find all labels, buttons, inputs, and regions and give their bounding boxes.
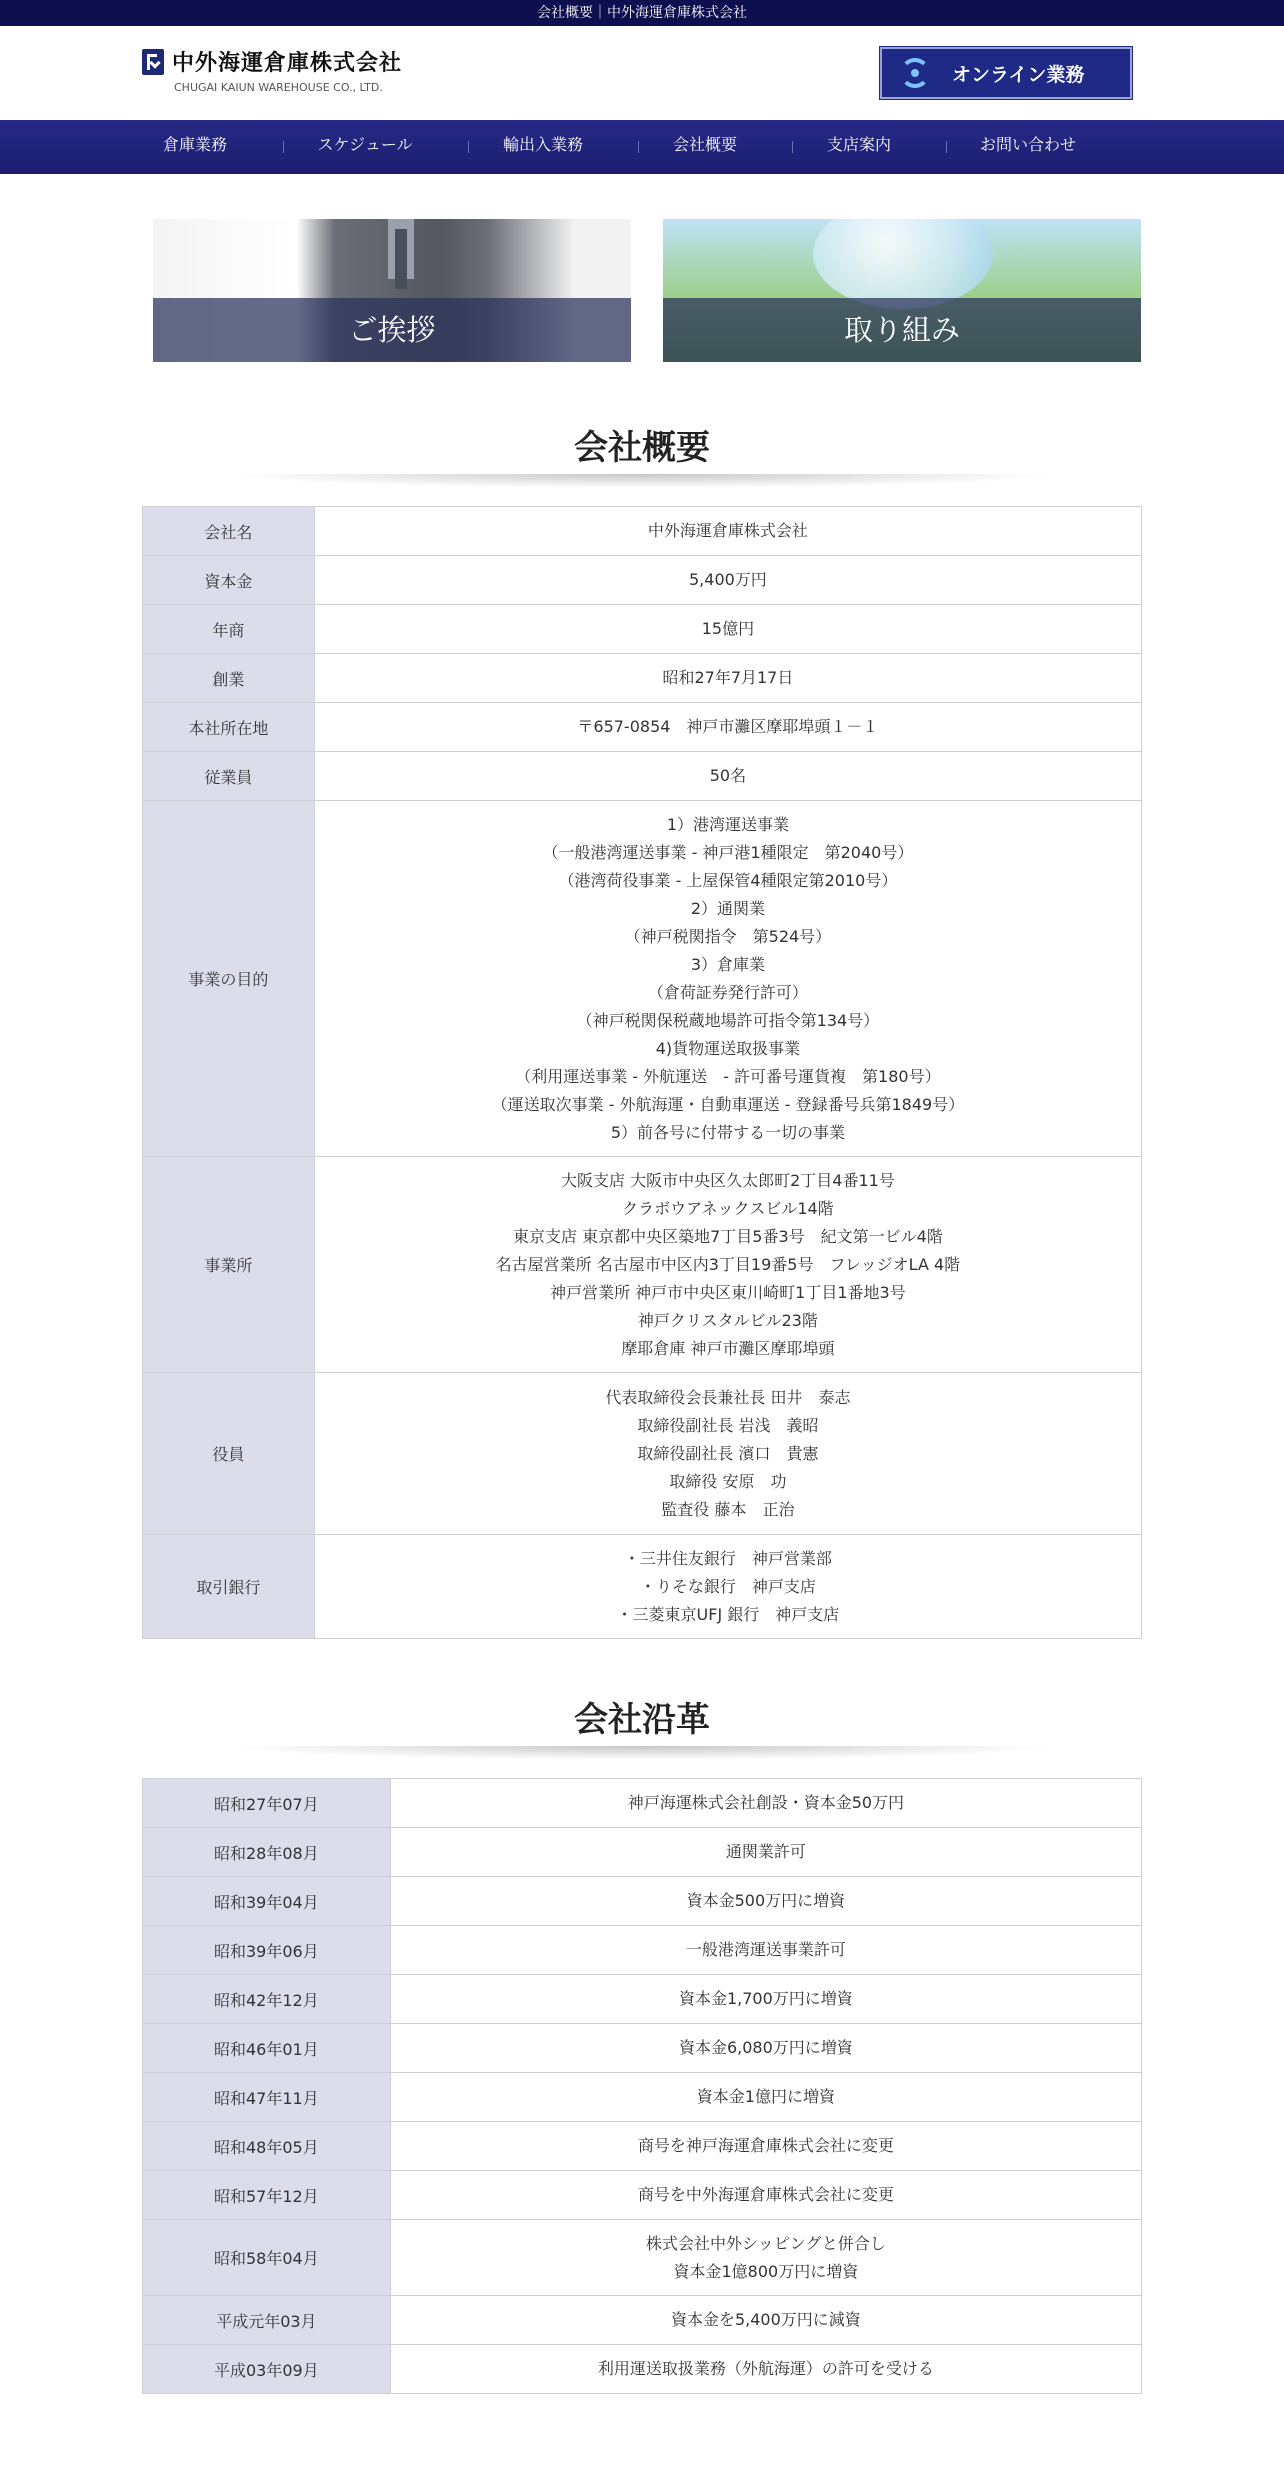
history-date: 平成03年09月 xyxy=(143,2345,391,2394)
table-value xyxy=(314,801,1141,1157)
table-label: 従業員 xyxy=(143,752,315,801)
table-value-line: 資本金1億800万円に増資 xyxy=(673,2261,859,2281)
table-row xyxy=(143,1828,1142,1877)
table-value-line: 1）港湾運送事業 xyxy=(666,814,789,834)
logo-text: 中外海運倉庫株式会社 xyxy=(172,51,403,76)
table-value-line: 神戸営業所 神戸市中央区東川崎町1丁目1番地3号 xyxy=(550,1282,906,1302)
table-row xyxy=(143,2122,1142,2171)
table-value-line: ・りそな銀行 神戸支店 xyxy=(639,1576,816,1596)
logo-mark-icon xyxy=(142,49,164,75)
table-value-line: ・三井住友銀行 神戸営業部 xyxy=(623,1548,832,1568)
nav-item-import-export[interactable]: 輸出入業務 xyxy=(502,135,583,154)
banner-photo-tie xyxy=(395,229,407,289)
table-value-line: 大阪支店 大阪市中央区久太郎町2丁目4番11号 xyxy=(561,1170,895,1190)
table-row xyxy=(143,507,1142,556)
top-bar xyxy=(0,0,1284,26)
table-value-line: 名古屋営業所 名古屋市中区内3丁目19番5号 フレッジオLA 4階 xyxy=(495,1254,961,1274)
table-value xyxy=(314,1535,1141,1639)
table-row xyxy=(143,1535,1142,1639)
overview-title-underline xyxy=(222,474,1062,488)
history-date: 昭和48年05月 xyxy=(143,2122,391,2171)
table-value-line: 4)貨物運送取扱事業 xyxy=(655,1038,801,1058)
table-label: 本社所在地 xyxy=(143,703,315,752)
table-value xyxy=(314,752,1141,801)
table-row xyxy=(143,1877,1142,1926)
table-value-line: 摩耶倉庫 神戸市灘区摩耶埠頭 xyxy=(621,1338,835,1358)
history-date: 昭和27年07月 xyxy=(143,1779,391,1828)
table-row xyxy=(143,2345,1142,2394)
history-date: 昭和39年06月 xyxy=(143,1926,391,1975)
table-value-line: 2）通関業 xyxy=(690,898,765,918)
table-value-line: 5）前各号に付帯する一切の事業 xyxy=(610,1122,845,1142)
history-date: 昭和47年11月 xyxy=(143,2073,391,2122)
table-value xyxy=(390,1828,1141,1877)
online-service-label: オンライン業務 xyxy=(952,63,1085,86)
table-label: 取引銀行 xyxy=(143,1535,315,1639)
nav-item-warehouse[interactable]: 倉庫業務 xyxy=(162,135,227,154)
table-value-line: 取締役副社長 岩浅 義昭 xyxy=(637,1415,819,1435)
table-value xyxy=(390,2296,1141,2345)
table-label: 役員 xyxy=(143,1373,315,1535)
table-value-line: 資本金を5,400万円に減資 xyxy=(670,2310,861,2329)
table-value-line: 50名 xyxy=(709,766,747,785)
table-row xyxy=(143,801,1142,1157)
table-row xyxy=(143,1975,1142,2024)
table-label: 資本金 xyxy=(143,556,315,605)
banner-initiative[interactable] xyxy=(663,219,1141,362)
table-value xyxy=(390,1926,1141,1975)
table-label: 年商 xyxy=(143,605,315,654)
table-value-line: 代表取締役会長兼社長 田井 泰志 xyxy=(605,1387,851,1407)
table-row xyxy=(143,556,1142,605)
table-value xyxy=(390,1877,1141,1926)
table-value xyxy=(390,1975,1141,2024)
nav-divider xyxy=(468,141,469,153)
history-table xyxy=(142,1778,1142,2394)
history-date: 昭和57年12月 xyxy=(143,2171,391,2220)
overview-table xyxy=(142,506,1142,1639)
table-value-line: 5,400万円 xyxy=(689,570,767,589)
table-value xyxy=(390,2122,1141,2171)
table-value-line: （利用運送事業 - 外航運送 - 許可番号運貨複 第180号） xyxy=(515,1066,941,1086)
banner-greeting[interactable] xyxy=(153,219,631,362)
table-value-line: （一般港湾運送事業 - 神戸港1種限定 第2040号） xyxy=(542,842,914,862)
nav-divider xyxy=(283,141,284,153)
table-value-line: 〒657-0854 神戸市灘区摩耶埠頭１－１ xyxy=(577,717,879,736)
history-date: 昭和42年12月 xyxy=(143,1975,391,2024)
table-label: 会社名 xyxy=(143,507,315,556)
table-row xyxy=(143,654,1142,703)
table-value-line: 通関業許可 xyxy=(725,1842,806,1861)
logo-subtitle: CHUGAI KAIUN WAREHOUSE CO., LTD. xyxy=(174,81,383,94)
banner-initiative-label: 取り組み xyxy=(663,298,1141,362)
table-label: 事業の目的 xyxy=(143,801,315,1157)
table-value-line: （港湾荷役事業 - 上屋保管4種限定第2010号） xyxy=(558,870,898,890)
table-value-line: （運送取次事業 - 外航海運・自動車運送 - 登録番号兵第1849号） xyxy=(491,1094,965,1114)
table-row xyxy=(143,1779,1142,1828)
table-value xyxy=(390,1779,1141,1828)
history-title-underline xyxy=(222,1746,1062,1760)
table-value-line: 中外海運倉庫株式会社 xyxy=(647,521,808,540)
table-value xyxy=(390,2345,1141,2394)
nav-item-schedule[interactable]: スケジュール xyxy=(317,135,413,154)
table-label: 事業所 xyxy=(143,1157,315,1373)
table-value-line: 株式会社中外シッピングと併合し xyxy=(646,2233,886,2253)
table-value-line: 利用運送取扱業務（外航海運）の許可を受ける xyxy=(597,2359,934,2378)
table-row xyxy=(143,1373,1142,1535)
table-value-line: 監査役 藤本 正治 xyxy=(661,1499,795,1519)
table-row xyxy=(143,2024,1142,2073)
table-value-line: クラボウアネックスビル14階 xyxy=(622,1198,834,1218)
table-value-line: 神戸海運株式会社創設・資本金50万円 xyxy=(627,1793,905,1812)
table-value xyxy=(314,654,1141,703)
table-value-line: 取締役 安原 功 xyxy=(669,1471,787,1491)
table-value xyxy=(314,605,1141,654)
table-value-line: 資本金6,080万円に増資 xyxy=(678,2038,853,2057)
nav-item-branches[interactable]: 支店案内 xyxy=(826,135,891,154)
history-date: 昭和39年04月 xyxy=(143,1877,391,1926)
table-row xyxy=(143,1926,1142,1975)
history-title: 会社沿革 xyxy=(574,1700,710,1740)
table-value-line: ・三菱東京UFJ 銀行 神戸支店 xyxy=(616,1604,840,1624)
history-date: 平成元年03月 xyxy=(143,2296,391,2345)
header xyxy=(0,26,1284,120)
table-value-line: 商号を中外海運倉庫株式会社に変更 xyxy=(637,2185,894,2204)
history-date: 昭和58年04月 xyxy=(143,2220,391,2296)
table-value xyxy=(390,2220,1141,2296)
table-row xyxy=(143,752,1142,801)
nav-item-company[interactable]: 会社概要 xyxy=(672,135,737,154)
table-value-line: 15億円 xyxy=(701,619,755,638)
top-bar-text: 会社概要｜中外海運倉庫株式会社 xyxy=(537,5,747,21)
banner-area xyxy=(0,174,1284,374)
table-value-line: （倉荷証券発行許可） xyxy=(647,982,808,1002)
table-value xyxy=(390,2073,1141,2122)
table-row xyxy=(143,2220,1142,2296)
nav-divider xyxy=(638,141,639,153)
nav-divider xyxy=(792,141,793,153)
history-date: 昭和46年01月 xyxy=(143,2024,391,2073)
table-row xyxy=(143,703,1142,752)
table-value-line: 資本金1億円に増資 xyxy=(696,2087,835,2106)
nav-item-contact[interactable]: お問い合わせ xyxy=(979,135,1076,154)
table-value-line: （神戸税関保税蔵地場許可指令第134号） xyxy=(576,1010,880,1030)
company-logo[interactable] xyxy=(142,46,402,94)
table-row xyxy=(143,2296,1142,2345)
table-value-line: 神戸クリスタルビル23階 xyxy=(637,1310,818,1330)
table-row xyxy=(143,1157,1142,1373)
table-label: 創業 xyxy=(143,654,315,703)
table-row xyxy=(143,2073,1142,2122)
table-value xyxy=(314,703,1141,752)
table-value-line: 昭和27年7月17日 xyxy=(662,668,794,687)
refresh-icon xyxy=(900,58,930,88)
history-date: 昭和28年08月 xyxy=(143,1828,391,1877)
table-value xyxy=(314,1373,1141,1535)
table-value xyxy=(314,556,1141,605)
table-value-line: 商号を神戸海運倉庫株式会社に変更 xyxy=(637,2136,894,2155)
table-value xyxy=(390,2024,1141,2073)
table-value-line: 取締役副社長 濱口 貴憲 xyxy=(637,1443,819,1463)
table-row xyxy=(143,2171,1142,2220)
table-value-line: （神戸税関指令 第524号） xyxy=(624,926,832,946)
banner-greeting-label: ご挨拶 xyxy=(153,298,631,362)
table-value xyxy=(314,1157,1141,1373)
nav-divider xyxy=(946,141,947,153)
table-value xyxy=(390,2171,1141,2220)
globe-icon xyxy=(813,219,993,309)
table-value-line: 東京支店 東京都中央区築地7丁目5番3号 紀文第一ビル4階 xyxy=(513,1226,943,1246)
table-value-line: 一般港湾運送事業許可 xyxy=(685,1940,846,1959)
table-value xyxy=(314,507,1141,556)
table-value-line: 資本金500万円に増資 xyxy=(686,1891,846,1910)
main-nav xyxy=(0,120,1284,174)
table-value-line: 資本金1,700万円に増資 xyxy=(678,1989,853,2008)
overview-title: 会社概要 xyxy=(574,428,710,468)
online-service-button[interactable] xyxy=(880,47,1132,99)
table-row xyxy=(143,605,1142,654)
table-value-line: 3）倉庫業 xyxy=(690,954,765,974)
